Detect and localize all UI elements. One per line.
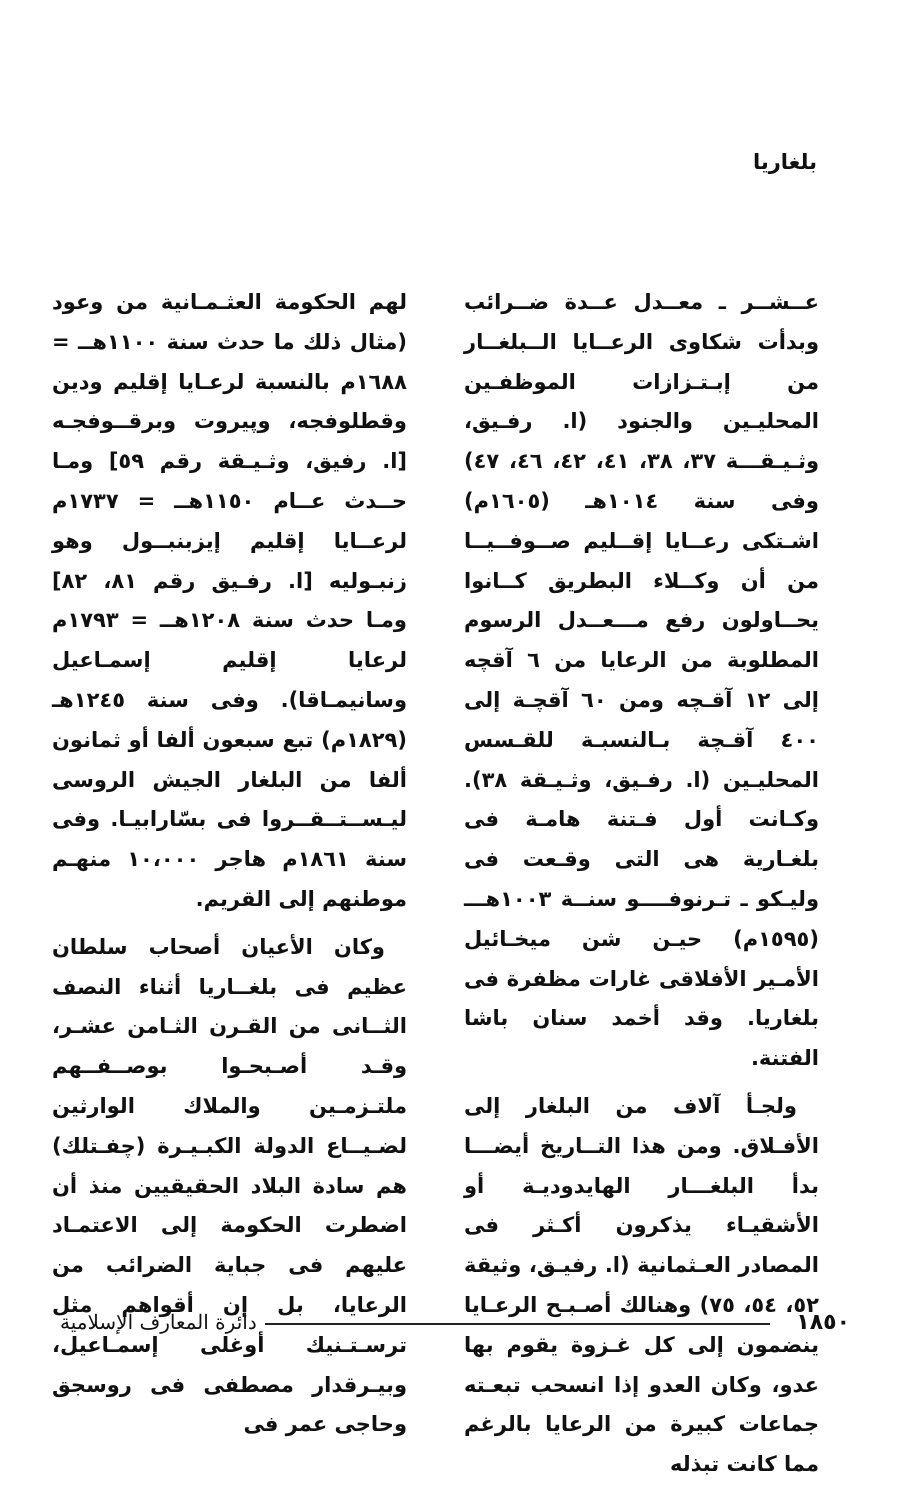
footer-divider [265,1323,770,1325]
journal-title: دائرة المعارف الإسلامية [60,1310,257,1334]
text-column-right [464,283,819,1485]
paragraph: ولجـأ آلاف من البلغار إلى الأفـلاق. ومن هذا التــاريخ أيضـــا بدأ البلغـــار الهايدوديـة أو الأشقيـاء يذكرون أكـثر فى المصادر العـثمانية (ا. رفيـق، وثيقة ٥٢، ٥٤، ٧٥) وهنالك أصـبـح الرعـايا ينضمون إلى كل غـزوة يقوم بها عدو، وكان العدو إذا انسحب تبعـته جماعات كبيرة من الرعايا بالرغم مما كانت تبذله [464,1093,819,1477]
paragraph: لهم الحكومة العثـمـانية من وعود (مثال ذلك ما حدث سنة ١١٠٠هــ = ١٦٨٨م بالنسبة لرعـايا إقليم ودين وقطلوفجه، وپيروت وبرقــوفجـه [ا. رفيق، وثـيـقة رقم ٥٩] ومـا حــدث عــام ١١٥٠هــ = ١٧٣٧م لرعــايا إقليم إيزبنبــول وهو زنبـوليه [ا. رفـيق رقم ٨١، ٨٢] ومـا حدث سنة ١٢٠٨هــ = ١٧٩٣م لرعايا إقليم إسمـاعيل وسانيمـاقا). وفى سنة ١٢٤٥هـ (١٨٢٩م) تبع سبعون ألفا أو ثمانون ألفا من البلغار الجيش الروسى ليـســتــقــروا فى بسّارابيـا. وفى سنة ١٨٦١م هاجر ١٠،٠٠٠ منهـم موطنهم إلى القريم. [52,290,408,911]
paragraph: وكان الأعيان أصحاب سلطان عظيم فى بلغــاريا أثناء النصف الثــانى من القـرن الثـامن عشـر، وقـد أصـبحـوا بوصــفــهم ملتـزمـين والملاك الوارثين لضـيــاع الدولة الكبـيـرة (چفـتلك) هم سادة البلاد الحقيقيين منذ أن اضطرت الحكومة إلى الاعتمـاد عليهم فى جباية الضرائب من الرعايا، بل إن أقواهم مثل ترسـتـنيك أوغلى إسمـاعيل، وبيـرقدار مصطفى فى روسجق وحاجى عمر فى [52,934,407,1437]
page-title: بلغاريا [752,150,817,174]
page-footer [60,1310,850,1340]
page-number: ١٨٥٠ [796,1310,850,1335]
text-column-left [52,283,407,1445]
paragraph: عــشــر ـ معــدل عــدة ضــرائب وبدأت شكاوى الرعــايا الــبلغــار من إبـتـزازات الموظفـين المحليـين والجنود (ا. رفـيق، وثـيـقـــة ٣٧، ٣٨، ٤١، ٤٢، ٤٦، ٤٧) وفى سنة ١٠١٤هـ (١٦٠٥م) اشـتكى رعــايا إقــليم صــوفــيــا من أن وكــلاء البطريق كــانوا يحــاولون رفع مـــعــدل الرسوم المطلوبة من الرعايا من ٦ آقچه إلى ١٢ آقـچه ومن ٦٠ آقچـة إلى ٤٠٠ آقـچة بـالنسبـة للقـسس المحليـين (ا. رفـيق، وثـيـقة ٣٨). وكـانت أول فـتنة هامـة فى بلغـارية هى التى وقـعت فى وليـكو ـ تـرنوفــــو سنــة ١٠٠٣هـــ (١٥٩٥م) حيـن شن ميخـائيل الأمـير الأفلاقى غارات مظفرة فى بلغاريا. وقد أخمد سنان باشا الفتنة. [464,290,820,1071]
